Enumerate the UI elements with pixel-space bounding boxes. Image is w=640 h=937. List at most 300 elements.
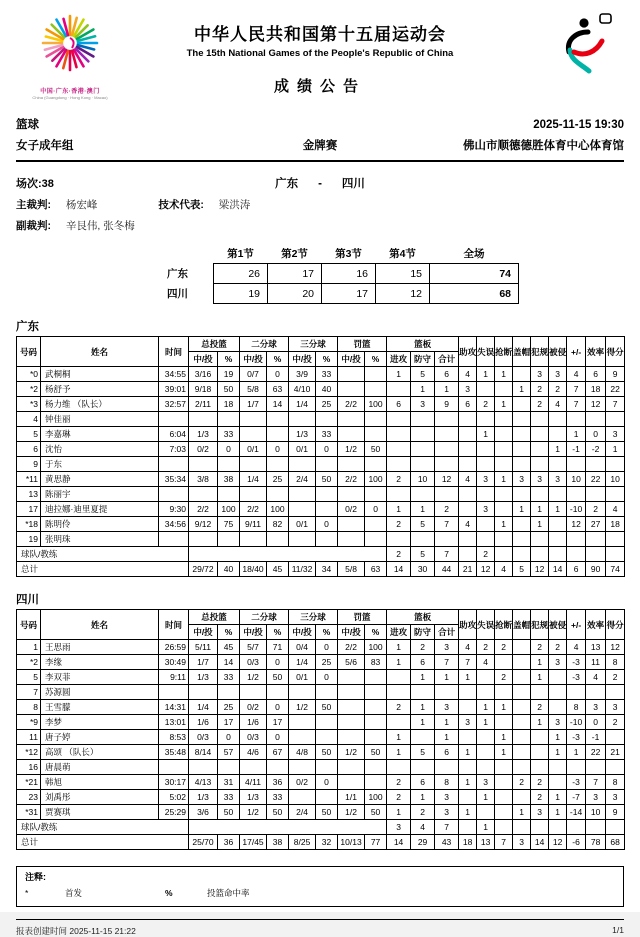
stat-cell: 7 bbox=[567, 382, 586, 397]
stat-cell bbox=[477, 745, 495, 760]
stat-cell bbox=[513, 655, 531, 670]
quarter-header: 第2节 bbox=[281, 247, 308, 260]
player-name-cell: 韩旭 bbox=[41, 775, 159, 790]
stat-cell bbox=[513, 412, 531, 427]
team-coach-row bbox=[17, 547, 625, 562]
box-column-header: 被侵 bbox=[549, 610, 567, 640]
player-row bbox=[17, 442, 625, 457]
stat-cell: 5 bbox=[411, 367, 435, 382]
stat-cell: 1/2 bbox=[338, 745, 365, 760]
stat-cell bbox=[338, 670, 365, 685]
player-name-cell: 王雪朦 bbox=[41, 700, 159, 715]
stat-cell: 1/4 bbox=[240, 472, 267, 487]
stat-cell bbox=[338, 715, 365, 730]
stat-cell: -3 bbox=[567, 655, 586, 670]
stat-cell: -1 bbox=[567, 442, 586, 457]
stat-cell bbox=[267, 457, 289, 472]
stat-cell bbox=[606, 730, 625, 745]
player-row bbox=[17, 532, 625, 547]
player-number-cell: 9 bbox=[17, 457, 41, 472]
player-time-cell: 34:56 bbox=[159, 517, 189, 532]
player-name-cell: 杨舒予 bbox=[41, 382, 159, 397]
stat-cell: 1/7 bbox=[189, 655, 218, 670]
stat-cell bbox=[459, 442, 477, 457]
box-header-row-1 bbox=[17, 337, 625, 352]
stat-cell: 7 bbox=[567, 397, 586, 412]
box-column-header: 犯规 bbox=[531, 337, 549, 367]
stat-cell bbox=[435, 427, 459, 442]
stat-cell bbox=[387, 670, 411, 685]
stat-cell: 100 bbox=[218, 502, 240, 517]
box-column-header: 罚篮 bbox=[338, 610, 387, 625]
stat-cell: -1 bbox=[586, 730, 606, 745]
stat-cell: 19 bbox=[218, 367, 240, 382]
stat-cell: 7 bbox=[459, 655, 477, 670]
box-column-header: 时间 bbox=[159, 337, 189, 367]
box-subheader: 合计 bbox=[435, 625, 459, 640]
stat-cell: 2 bbox=[477, 640, 495, 655]
stat-cell: 3/9 bbox=[289, 367, 316, 382]
stat-cell: 22 bbox=[606, 382, 625, 397]
stat-cell: 18 bbox=[586, 382, 606, 397]
header-divider bbox=[16, 160, 624, 162]
stat-cell: 0/3 bbox=[240, 655, 267, 670]
stat-cell bbox=[218, 760, 240, 775]
stat-cell: 82 bbox=[267, 517, 289, 532]
stat-cell bbox=[289, 457, 316, 472]
stat-cell: 1 bbox=[459, 670, 477, 685]
stat-cell: 9/18 bbox=[189, 382, 218, 397]
stat-cell bbox=[606, 532, 625, 547]
stat-cell: 33 bbox=[218, 670, 240, 685]
stat-cell: 40 bbox=[316, 382, 338, 397]
stat-cell: 1 bbox=[567, 427, 586, 442]
stat-cell bbox=[365, 427, 387, 442]
stat-cell: 9/11 bbox=[240, 517, 267, 532]
stat-cell bbox=[567, 412, 586, 427]
stat-cell bbox=[365, 685, 387, 700]
stat-cell bbox=[218, 457, 240, 472]
stat-cell bbox=[531, 745, 549, 760]
stat-cell bbox=[435, 760, 459, 775]
total-stat-cell: 44 bbox=[435, 562, 459, 577]
stat-cell bbox=[477, 457, 495, 472]
box-column-header: 盖帽 bbox=[513, 337, 531, 367]
player-number-cell: *21 bbox=[17, 775, 41, 790]
stat-cell: 2/2 bbox=[338, 472, 365, 487]
total-stat-cell: 25/70 bbox=[189, 835, 218, 850]
stat-cell bbox=[513, 670, 531, 685]
stat-cell bbox=[267, 427, 289, 442]
box-subheader: 中/投 bbox=[289, 352, 316, 367]
stat-cell bbox=[411, 412, 435, 427]
player-number-cell: 4 bbox=[17, 412, 41, 427]
total-stat-cell: 36 bbox=[218, 835, 240, 850]
box-score-table-away bbox=[16, 609, 625, 850]
stat-cell bbox=[606, 685, 625, 700]
player-row bbox=[17, 700, 625, 715]
stat-cell bbox=[549, 517, 567, 532]
stat-cell bbox=[316, 487, 338, 502]
notes-title: 注释: bbox=[25, 872, 46, 882]
stat-cell bbox=[218, 685, 240, 700]
total-stat-cell: 30 bbox=[411, 562, 435, 577]
stat-cell: 11 bbox=[586, 655, 606, 670]
stat-cell: 50 bbox=[316, 805, 338, 820]
box-column-header: 被侵 bbox=[549, 337, 567, 367]
stat-cell: 8 bbox=[435, 775, 459, 790]
stat-cell: 33 bbox=[316, 367, 338, 382]
stat-cell bbox=[316, 790, 338, 805]
page-title: 中华人民共和国第十五届运动会 bbox=[194, 25, 446, 44]
stat-cell: 2 bbox=[387, 775, 411, 790]
stat-cell: 2 bbox=[531, 397, 549, 412]
player-time-cell bbox=[159, 760, 189, 775]
report-created-time: 报表创建时间 2025-11-15 21:22 bbox=[16, 926, 136, 936]
total-stat-cell: 17/45 bbox=[240, 835, 267, 850]
box-subheader: 合计 bbox=[435, 352, 459, 367]
matchup bbox=[0, 175, 640, 191]
quarter-total-cell: 74 bbox=[430, 264, 519, 284]
stat-cell: 2 bbox=[531, 640, 549, 655]
game-number: 场次:38 bbox=[16, 178, 54, 190]
stat-cell bbox=[411, 730, 435, 745]
referee-label: 主裁判: bbox=[16, 199, 51, 211]
total-stat-cell: 63 bbox=[365, 562, 387, 577]
stat-cell: 83 bbox=[365, 655, 387, 670]
player-row bbox=[17, 670, 625, 685]
total-stat-cell: 14 bbox=[387, 562, 411, 577]
player-row bbox=[17, 745, 625, 760]
stat-cell bbox=[435, 442, 459, 457]
stat-cell: 1 bbox=[495, 730, 513, 745]
stat-cell: 6 bbox=[411, 655, 435, 670]
stat-cell bbox=[338, 427, 365, 442]
box-subheader: % bbox=[218, 352, 240, 367]
stat-cell bbox=[338, 367, 365, 382]
total-stat-cell: 11/32 bbox=[289, 562, 316, 577]
stat-cell bbox=[549, 412, 567, 427]
total-row bbox=[17, 835, 625, 850]
stat-cell: 2 bbox=[387, 517, 411, 532]
stat-cell bbox=[435, 487, 459, 502]
stat-cell: 6 bbox=[435, 745, 459, 760]
stat-cell: 0 bbox=[267, 442, 289, 457]
stat-cell bbox=[435, 685, 459, 700]
stat-cell: 1 bbox=[549, 502, 567, 517]
away-team-name: 四川 bbox=[341, 178, 365, 190]
stat-cell: 25 bbox=[218, 700, 240, 715]
stat-cell bbox=[189, 820, 387, 835]
stat-cell bbox=[338, 487, 365, 502]
stat-cell: 1 bbox=[387, 640, 411, 655]
tech-delegate-label: 技术代表: bbox=[158, 199, 204, 211]
total-label: 总计 bbox=[17, 562, 189, 577]
stat-cell bbox=[567, 820, 586, 835]
stat-cell: 3 bbox=[531, 367, 549, 382]
stat-cell: 33 bbox=[218, 790, 240, 805]
stat-cell bbox=[513, 685, 531, 700]
stat-cell: 1/3 bbox=[189, 790, 218, 805]
stat-cell bbox=[240, 532, 267, 547]
player-time-cell: 35:34 bbox=[159, 472, 189, 487]
quarter-team-name: 广东 bbox=[167, 268, 188, 280]
stat-cell bbox=[513, 760, 531, 775]
stat-cell: 0/1 bbox=[289, 670, 316, 685]
stat-cell bbox=[477, 730, 495, 745]
total-stat-cell: 14 bbox=[549, 562, 567, 577]
stat-cell: 3 bbox=[459, 715, 477, 730]
stat-cell bbox=[411, 532, 435, 547]
stat-cell: 1 bbox=[411, 715, 435, 730]
box-column-header: 抢断 bbox=[495, 337, 513, 367]
box-column-header: 号码 bbox=[17, 610, 41, 640]
stat-cell bbox=[289, 487, 316, 502]
stat-cell bbox=[365, 670, 387, 685]
stat-cell: 2 bbox=[495, 640, 513, 655]
officials-line-1 bbox=[0, 199, 640, 212]
box-subheader: % bbox=[316, 352, 338, 367]
stat-cell bbox=[365, 730, 387, 745]
stat-cell bbox=[365, 517, 387, 532]
stat-cell: 1 bbox=[531, 517, 549, 532]
stat-cell: 10 bbox=[411, 472, 435, 487]
stat-cell: 63 bbox=[267, 382, 289, 397]
player-number-cell: 23 bbox=[17, 790, 41, 805]
stat-cell: -3 bbox=[567, 775, 586, 790]
box-column-header: 时间 bbox=[159, 610, 189, 640]
stat-cell: 21 bbox=[606, 745, 625, 760]
phase-label: 金牌赛 bbox=[302, 140, 338, 152]
stat-cell: 1 bbox=[435, 715, 459, 730]
stat-cell bbox=[567, 685, 586, 700]
stat-cell bbox=[549, 487, 567, 502]
box-subheader: 中/投 bbox=[289, 625, 316, 640]
stat-cell bbox=[513, 730, 531, 745]
stat-cell: 3 bbox=[531, 805, 549, 820]
box-column-header: +/- bbox=[567, 337, 586, 367]
stat-cell bbox=[495, 547, 513, 562]
total-stat-cell: 40 bbox=[218, 562, 240, 577]
stat-cell bbox=[495, 715, 513, 730]
stat-cell bbox=[606, 547, 625, 562]
stat-cell: 0 bbox=[316, 775, 338, 790]
team-coach-label: 球队/教练 bbox=[17, 820, 189, 835]
stat-cell: 1 bbox=[477, 820, 495, 835]
total-stat-cell: 12 bbox=[477, 562, 495, 577]
stat-cell: 0/2 bbox=[189, 442, 218, 457]
stat-cell bbox=[495, 427, 513, 442]
player-row bbox=[17, 790, 625, 805]
stat-cell: 3 bbox=[549, 715, 567, 730]
stat-cell: 2/2 bbox=[189, 502, 218, 517]
stat-cell: 4/10 bbox=[289, 382, 316, 397]
total-stat-cell: 7 bbox=[495, 835, 513, 850]
total-stat-cell: 14 bbox=[531, 835, 549, 850]
stat-cell: 9 bbox=[435, 397, 459, 412]
total-stat-cell: 78 bbox=[586, 835, 606, 850]
stat-cell bbox=[289, 532, 316, 547]
total-stat-cell: 18 bbox=[459, 835, 477, 850]
stat-cell bbox=[606, 457, 625, 472]
stat-cell bbox=[586, 820, 606, 835]
quarter-total-cell: 68 bbox=[430, 284, 519, 304]
player-time-cell: 9:11 bbox=[159, 670, 189, 685]
stat-cell: 1 bbox=[411, 502, 435, 517]
stat-cell: 12 bbox=[435, 472, 459, 487]
stat-cell bbox=[289, 715, 316, 730]
box-column-header: 号码 bbox=[17, 337, 41, 367]
stat-cell: 2 bbox=[387, 700, 411, 715]
stat-cell: 1/2 bbox=[338, 442, 365, 457]
box-subheader: 防守 bbox=[411, 352, 435, 367]
stat-cell: 5/7 bbox=[240, 640, 267, 655]
emblem-caption: 中国·广东·香港·澳门 bbox=[40, 89, 100, 95]
stat-cell: 1 bbox=[477, 700, 495, 715]
stat-cell: 1 bbox=[477, 367, 495, 382]
total-stat-cell: 4 bbox=[495, 562, 513, 577]
player-name-cell: 李梦 bbox=[41, 715, 159, 730]
box-column-header: 篮板 bbox=[387, 337, 459, 352]
stat-cell bbox=[586, 487, 606, 502]
referee-name: 杨宏峰 bbox=[65, 199, 98, 211]
total-stat-cell: 3 bbox=[513, 835, 531, 850]
stat-cell: 2 bbox=[387, 547, 411, 562]
stat-cell bbox=[531, 547, 549, 562]
stat-cell: 1/4 bbox=[189, 700, 218, 715]
total-stat-cell: 21 bbox=[459, 562, 477, 577]
player-time-cell: 6:04 bbox=[159, 427, 189, 442]
stat-cell: 4 bbox=[477, 655, 495, 670]
stat-cell: 5 bbox=[411, 745, 435, 760]
stat-cell: 38 bbox=[218, 472, 240, 487]
stat-cell: 6 bbox=[435, 367, 459, 382]
stat-cell bbox=[289, 760, 316, 775]
stat-cell bbox=[606, 820, 625, 835]
stat-cell: 1 bbox=[477, 790, 495, 805]
player-time-cell: 14:31 bbox=[159, 700, 189, 715]
player-number-cell: 11 bbox=[17, 730, 41, 745]
quarter-score-row bbox=[166, 284, 519, 304]
stat-cell bbox=[531, 532, 549, 547]
stat-cell bbox=[531, 487, 549, 502]
box-subheader: 中/投 bbox=[240, 352, 267, 367]
stat-cell: 3 bbox=[435, 790, 459, 805]
stat-cell: 0 bbox=[586, 715, 606, 730]
stat-cell bbox=[495, 655, 513, 670]
stat-cell bbox=[289, 502, 316, 517]
stat-cell bbox=[387, 715, 411, 730]
stat-cell: 1 bbox=[387, 367, 411, 382]
stat-cell bbox=[189, 760, 218, 775]
stat-cell: 4 bbox=[549, 397, 567, 412]
stat-cell bbox=[240, 685, 267, 700]
stat-cell: 1/2 bbox=[289, 700, 316, 715]
box-score-table-home bbox=[16, 336, 625, 577]
box-column-header: 总投篮 bbox=[189, 337, 240, 352]
starter-text: 首发 bbox=[65, 888, 83, 898]
box-column-header: 助攻 bbox=[459, 610, 477, 640]
stat-cell: 50 bbox=[316, 745, 338, 760]
stat-cell: 50 bbox=[365, 805, 387, 820]
player-row bbox=[17, 472, 625, 487]
stat-cell: 22 bbox=[586, 745, 606, 760]
stat-cell: 4/13 bbox=[189, 775, 218, 790]
assist-referee-names: 辛艮伟, 张冬梅 bbox=[65, 220, 135, 232]
stat-cell: 1/3 bbox=[289, 427, 316, 442]
home-team-name: 广东 bbox=[275, 178, 299, 190]
quarter-score-cell: 17 bbox=[322, 284, 376, 304]
stat-cell: 2 bbox=[549, 640, 567, 655]
box-column-header: +/- bbox=[567, 610, 586, 640]
player-row bbox=[17, 805, 625, 820]
player-time-cell: 25:29 bbox=[159, 805, 189, 820]
stat-cell: 3 bbox=[387, 820, 411, 835]
stat-cell bbox=[477, 487, 495, 502]
stat-cell: 1 bbox=[387, 805, 411, 820]
stat-cell: 45 bbox=[218, 640, 240, 655]
stat-cell: 2 bbox=[513, 775, 531, 790]
stat-cell: 3 bbox=[477, 502, 495, 517]
stat-cell bbox=[495, 685, 513, 700]
stat-cell: 0 bbox=[316, 442, 338, 457]
stat-cell bbox=[477, 805, 495, 820]
stat-cell: 0/1 bbox=[289, 517, 316, 532]
player-row bbox=[17, 655, 625, 670]
stat-cell: 3 bbox=[549, 472, 567, 487]
stat-cell: 1 bbox=[549, 790, 567, 805]
stat-cell bbox=[513, 487, 531, 502]
total-label: 总计 bbox=[17, 835, 189, 850]
stat-cell: 0 bbox=[365, 502, 387, 517]
player-name-cell: 苏源圆 bbox=[41, 685, 159, 700]
stat-cell: 1/4 bbox=[289, 397, 316, 412]
stat-cell bbox=[365, 487, 387, 502]
player-name-cell: 黄思静 bbox=[41, 472, 159, 487]
box-column-header: 抢断 bbox=[495, 610, 513, 640]
stat-cell: 5/11 bbox=[189, 640, 218, 655]
page-footer bbox=[0, 920, 640, 937]
stat-cell: 27 bbox=[586, 517, 606, 532]
stat-cell bbox=[338, 685, 365, 700]
stat-cell bbox=[459, 820, 477, 835]
quarter-header-spacer bbox=[166, 243, 214, 264]
player-name-cell: 刘禹彤 bbox=[41, 790, 159, 805]
box-column-header: 姓名 bbox=[41, 337, 159, 367]
stat-cell bbox=[513, 640, 531, 655]
stat-cell bbox=[240, 760, 267, 775]
quarter-score-cell: 26 bbox=[214, 264, 268, 284]
stat-cell: 2 bbox=[411, 805, 435, 820]
stat-cell: 6 bbox=[586, 367, 606, 382]
stat-cell: 2 bbox=[411, 640, 435, 655]
stat-cell: 1/3 bbox=[240, 790, 267, 805]
player-name-cell: 陈丽宇 bbox=[41, 487, 159, 502]
stat-cell bbox=[477, 382, 495, 397]
stat-cell bbox=[586, 547, 606, 562]
player-row bbox=[17, 427, 625, 442]
stat-cell: 12 bbox=[606, 640, 625, 655]
team-coach-row bbox=[17, 820, 625, 835]
stat-cell bbox=[549, 457, 567, 472]
stat-cell bbox=[531, 412, 549, 427]
box-subheader: % bbox=[218, 625, 240, 640]
stat-cell bbox=[495, 532, 513, 547]
stat-cell bbox=[513, 547, 531, 562]
stat-cell: 50 bbox=[267, 670, 289, 685]
stat-cell: 1 bbox=[459, 805, 477, 820]
stat-cell: 22 bbox=[586, 472, 606, 487]
